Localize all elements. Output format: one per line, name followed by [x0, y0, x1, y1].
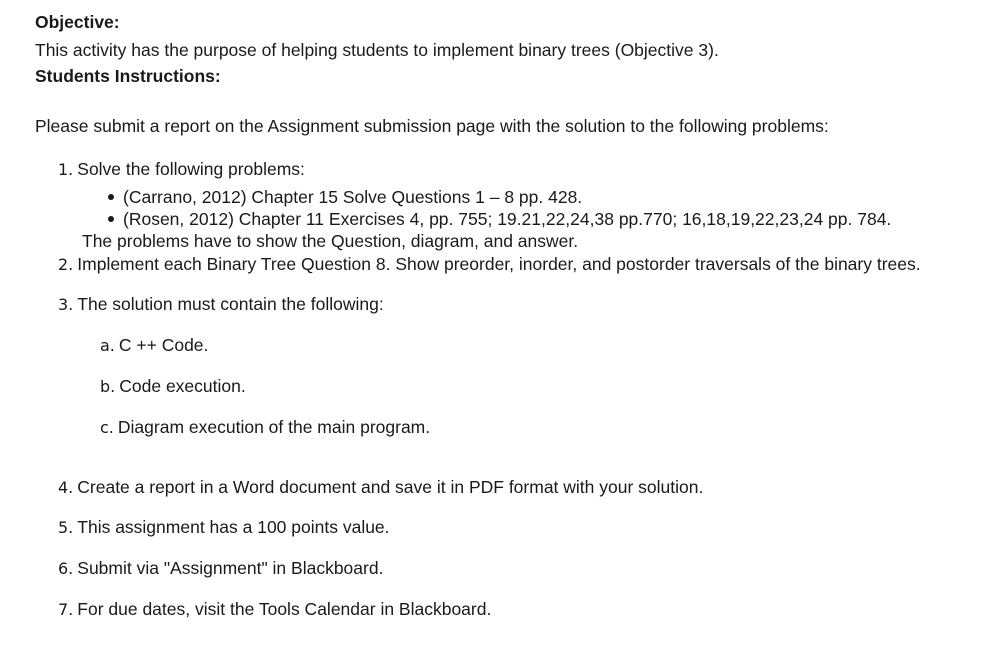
list-item-number: 7. [58, 600, 74, 619]
list-item-number: 4. [58, 478, 74, 497]
list-item-number: 6. [58, 559, 74, 578]
sub-item-a [100, 334, 208, 357]
list-item-note: The problems have to show the Question, diagram, and answer. [82, 231, 579, 251]
list-item-text: Solve the following problems: [77, 159, 305, 179]
objective-heading: Objective: [35, 12, 120, 32]
list-item-number: 5. [58, 518, 74, 537]
sub-item-text: C ++ Code. [118, 335, 209, 355]
sub-item-c [100, 416, 430, 439]
list-item-text: Implement each Binary Tree Question 8. Show preorder, inorder, and postorder traversals of the binary trees. [77, 254, 921, 274]
list-item-4 [58, 476, 703, 499]
list-item-7 [58, 598, 491, 621]
bullet-icon [108, 216, 114, 222]
bullet-item: (Carrano, 2012) Chapter 15 Solve Questions 1 – 8 pp. 428. [123, 187, 583, 207]
sub-item-letter: b. [100, 377, 116, 396]
list-item-text: Create a report in a Word document and save it in PDF format with your solution. [77, 477, 704, 497]
sub-item-letter: a. [100, 336, 115, 355]
list-item-text: For due dates, visit the Tools Calendar in Blackboard. [77, 599, 492, 619]
list-item-text: The solution must contain the following: [77, 294, 384, 314]
objective-text: This activity has the purpose of helping students to implement binary trees (Objective 3). [35, 40, 719, 60]
list-item-5 [58, 516, 390, 539]
list-item-number: 1. [58, 160, 74, 179]
bullet-icon [108, 194, 114, 200]
list-item-1 [58, 158, 305, 181]
instructions-heading: Students Instructions: [35, 66, 221, 86]
instructions-intro: Please submit a report on the Assignment submission page with the solution to the following problems: [35, 116, 829, 136]
list-item-text: Submit via "Assignment" in Blackboard. [77, 558, 384, 578]
bullet-item: (Rosen, 2012) Chapter 11 Exercises 4, pp. 755; 19.21,22,24,38 pp.770; 16,18,19,22,23,24 pp. 784. [123, 209, 892, 229]
sub-item-b [100, 375, 246, 398]
sub-item-text: Diagram execution of the main program. [117, 417, 431, 437]
list-item-3 [58, 293, 384, 316]
list-item-6 [58, 557, 383, 580]
list-item-text: This assignment has a 100 points value. [77, 517, 390, 537]
sub-item-text: Code execution. [119, 376, 246, 396]
sub-item-letter: c. [100, 418, 114, 437]
list-item-number: 3. [58, 295, 74, 314]
list-item-number: 2. [58, 255, 74, 274]
list-item-2 [58, 253, 921, 276]
